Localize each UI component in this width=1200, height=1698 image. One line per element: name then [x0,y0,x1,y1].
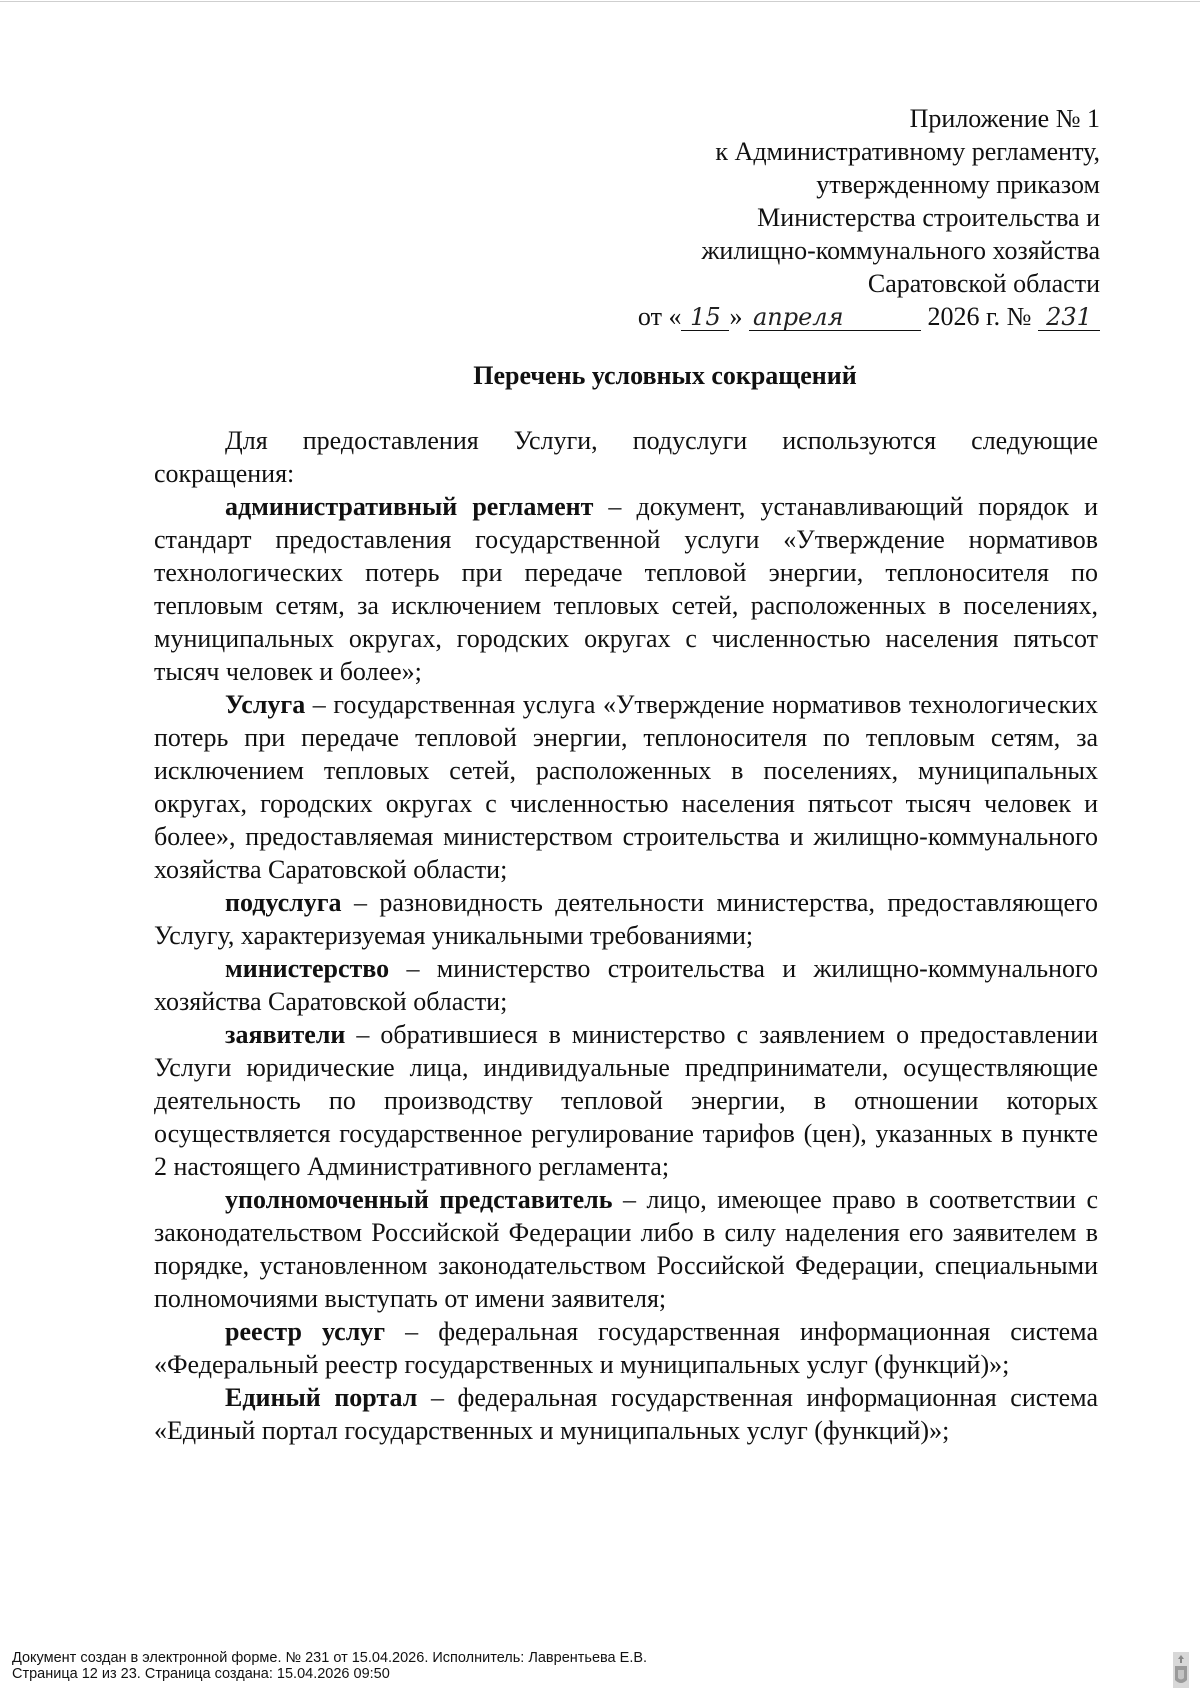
appendix-line-6: Саратовской области [867,269,1100,298]
definition-paragraph [154,952,1098,1018]
appendix-header [638,102,1100,333]
definition-paragraph [154,688,1098,886]
document-title: Перечень условных сокращений [473,361,857,390]
footer-line-1: Документ создан в электронной форме. № 231 от 15.04.2026. Исполнитель: Лаврентьева Е.В. [12,1650,648,1666]
page-top-border [0,1,1200,2]
definition-term: Единый портал [225,1383,418,1412]
definition-text: – разновидность деятельности министерства, предоставляющего Услугу, характеризуемая уникальными требованиями; [154,888,1098,950]
document-body [154,424,1098,1447]
footer-line-2: Страница 12 из 23. Страница создана: 15.04.2026 09:50 [12,1666,390,1682]
definition-text: – федеральная государственная информационная система «Федеральный реестр государственных и муниципальных услуг (функций)»; [154,1317,1098,1379]
handwritten-month: апреля [749,304,921,331]
definition-term: министерство [225,954,390,983]
definition-text: – документ, устанавливающий порядок и стандарт предоставления государственной услуги «Утверждение нормативов технологических потерь при передаче тепловой энергии, теплоносителя по тепловым сетям, за исключением тепловых сетей, расположенных в поселениях, муниципальных округах, городских округах с численностью населения пятьсот тысяч человек и более»; [154,492,1098,686]
definition-term: Услуга [225,690,306,719]
appendix-line-1: Приложение № 1 [909,104,1100,133]
definition-text: – федеральная государственная информационная система «Единый портал государственных и муниципальных услуг (функций)»; [154,1383,1098,1445]
date-year: 2026 г. № [927,302,1032,331]
coat-of-arms-icon [1172,1652,1190,1688]
handwritten-day: 15 [681,304,729,331]
appendix-line-2: к Административному регламенту, [715,137,1100,166]
electronic-document-footer [12,1650,647,1682]
definition-term: административный регламент [225,492,594,521]
definition-paragraph [154,886,1098,952]
definition-text: – обратившиеся в министерство с заявлением о предоставлении Услуги юридические лица, индивидуальные предприниматели, осуществляющие деятельность по производству тепловой энергии, в отношении которых осуществляется государственное регулирование тарифов (цен), указанных в пункте 2 настоящего Административного регламента; [154,1020,1098,1181]
definition-text: – лицо, имеющее право в соответствии с законодательством Российской Федерации либо в силу наделения его заявителем в порядке, установленном законодательством Российской Федерации, специальными полномочиями выступать от имени заявителя; [154,1185,1099,1313]
definition-paragraph [154,1018,1098,1183]
date-prefix: от « [637,302,682,331]
definition-term: уполномоченный представитель [225,1185,613,1214]
definition-term: подуслуга [225,888,342,917]
date-mid: » [729,302,743,331]
appendix-line-5: жилищно-коммунального хозяйства [701,236,1100,265]
definition-term: заявители [225,1020,346,1049]
definition-text: – государственная услуга «Утверждение нормативов технологических потерь при передаче тепловой энергии, теплоносителя по тепловым сетям, за исключением тепловых сетей, расположенных в поселениях, муниципальных округах, городских округах с численностью населения пятьсот тысяч человек и более», предоставляемая министерством строительства и жилищно-коммунального хозяйства Саратовской области; [154,690,1098,884]
order-date-line [638,300,1100,333]
definition-paragraph [154,490,1098,688]
appendix-line-3: утвержденному приказом [816,170,1100,199]
definition-paragraph [154,1315,1098,1381]
handwritten-order-number: 231 [1038,304,1100,331]
intro-paragraph: Для предоставления Услуги, подуслуги используются следующие сокращения: [154,426,1098,488]
definition-text: – министерство строительства и жилищно-коммунального хозяйства Саратовской области; [154,954,1098,1016]
definition-paragraph [154,1183,1098,1315]
definition-paragraph [154,1381,1098,1447]
appendix-line-4: Министерства строительства и [757,203,1100,232]
definition-term: реестр услуг [225,1317,386,1346]
